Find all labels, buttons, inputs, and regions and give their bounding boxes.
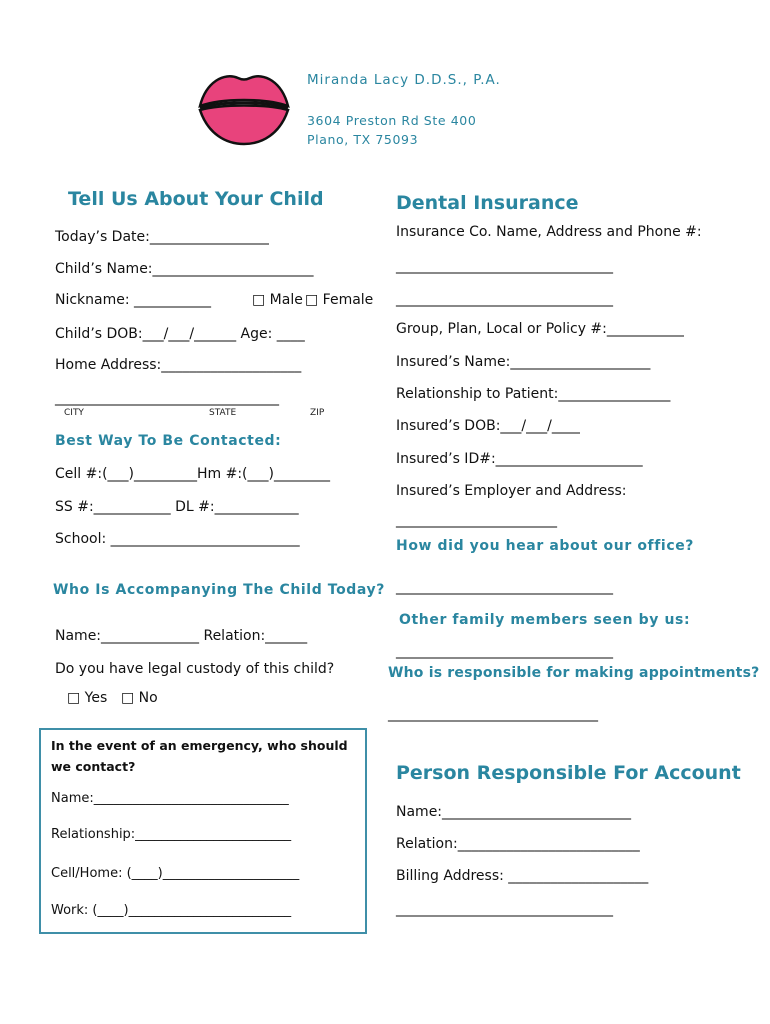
hear-about-office-heading: How did you hear about our office? (396, 538, 695, 554)
appointments-line[interactable]: ______________________________ (388, 706, 598, 722)
state-label: STATE (209, 408, 237, 418)
school-field[interactable]: School: ___________________________ (55, 531, 300, 547)
relationship-to-patient-field[interactable]: Relationship to Patient:________________ (396, 386, 671, 402)
emergency-cell-home-field[interactable]: Cell/Home: (____)_____________________ (51, 866, 300, 881)
dob-age-field[interactable]: Child’s DOB:___/___/______ Age: ____ (55, 326, 305, 342)
insurance-company-label: Insurance Co. Name, Address and Phone #: (396, 224, 702, 240)
hear-about-office-line[interactable]: _______________________________ (396, 579, 613, 595)
emergency-name-field[interactable]: Name:______________________________ (51, 791, 289, 806)
emergency-relationship-field[interactable]: Relationship:________________________ (51, 827, 292, 842)
insured-employer-label: Insured’s Employer and Address: (396, 483, 627, 499)
insured-dob-field[interactable]: Insured’s DOB:___/___/____ (396, 418, 580, 434)
policy-number-field[interactable]: Group, Plan, Local or Policy #:___________ (396, 321, 684, 337)
emergency-work-field[interactable]: Work: (____)_________________________ (51, 903, 292, 918)
account-name-field[interactable]: Name:___________________________ (396, 804, 632, 820)
ss-dl-field[interactable]: SS #:___________ DL #:____________ (55, 499, 299, 515)
female-checkbox[interactable]: □ Female (305, 292, 374, 308)
zip-label: ZIP (310, 408, 325, 418)
practice-address-line2: Plano, TX 75093 (307, 132, 419, 147)
practice-address-line1: 3604 Preston Rd Ste 400 (307, 113, 477, 128)
insurance-company-line2[interactable]: _______________________________ (396, 291, 613, 307)
insured-employer-line[interactable]: _______________________ (396, 512, 557, 528)
childs-name-field[interactable]: Child’s Name:_______________________ (55, 261, 314, 277)
nickname-field[interactable]: Nickname: ___________ (55, 292, 212, 308)
accompany-name-relation-field[interactable]: Name:______________ Relation:______ (55, 628, 308, 644)
home-address-line[interactable]: ________________________________ (55, 390, 279, 406)
custody-question: Do you have legal custody of this child? (55, 661, 335, 677)
family-members-line[interactable]: _______________________________ (396, 643, 613, 659)
account-relation-field[interactable]: Relation:__________________________ (396, 836, 640, 852)
city-label: CITY (64, 408, 84, 418)
lips-logo-icon (196, 68, 292, 148)
custody-yes-checkbox[interactable]: □ Yes (67, 690, 108, 706)
account-heading: Person Responsible For Account (396, 762, 741, 784)
billing-address-field[interactable]: Billing Address: ____________________ (396, 868, 649, 884)
insurance-company-line1[interactable]: _______________________________ (396, 258, 613, 274)
contact-heading: Best Way To Be Contacted: (55, 433, 282, 449)
insured-id-field[interactable]: Insured’s ID#:_____________________ (396, 451, 643, 467)
child-section-heading: Tell Us About Your Child (68, 188, 324, 210)
cell-home-phone-field[interactable]: Cell #:(___)_________Hm #:(___)________ (55, 466, 330, 482)
custody-no-checkbox[interactable]: □ No (121, 690, 158, 706)
practice-name: Miranda Lacy D.D.S., P.A. (307, 72, 501, 88)
todays-date-field[interactable]: Today’s Date:_________________ (55, 229, 269, 245)
home-address-field[interactable]: Home Address:____________________ (55, 357, 302, 373)
emergency-title: In the event of an emergency, who should we contact? (51, 738, 348, 774)
accompany-heading: Who Is Accompanying The Child Today? (53, 582, 385, 598)
insured-name-field[interactable]: Insured’s Name:____________________ (396, 354, 651, 370)
insurance-heading: Dental Insurance (396, 192, 579, 214)
appointments-heading: Who is responsible for making appointments? (388, 665, 760, 681)
male-checkbox[interactable]: □ Male (252, 292, 303, 308)
family-members-heading: Other family members seen by us: (399, 612, 691, 628)
billing-address-line[interactable]: _______________________________ (396, 901, 613, 917)
